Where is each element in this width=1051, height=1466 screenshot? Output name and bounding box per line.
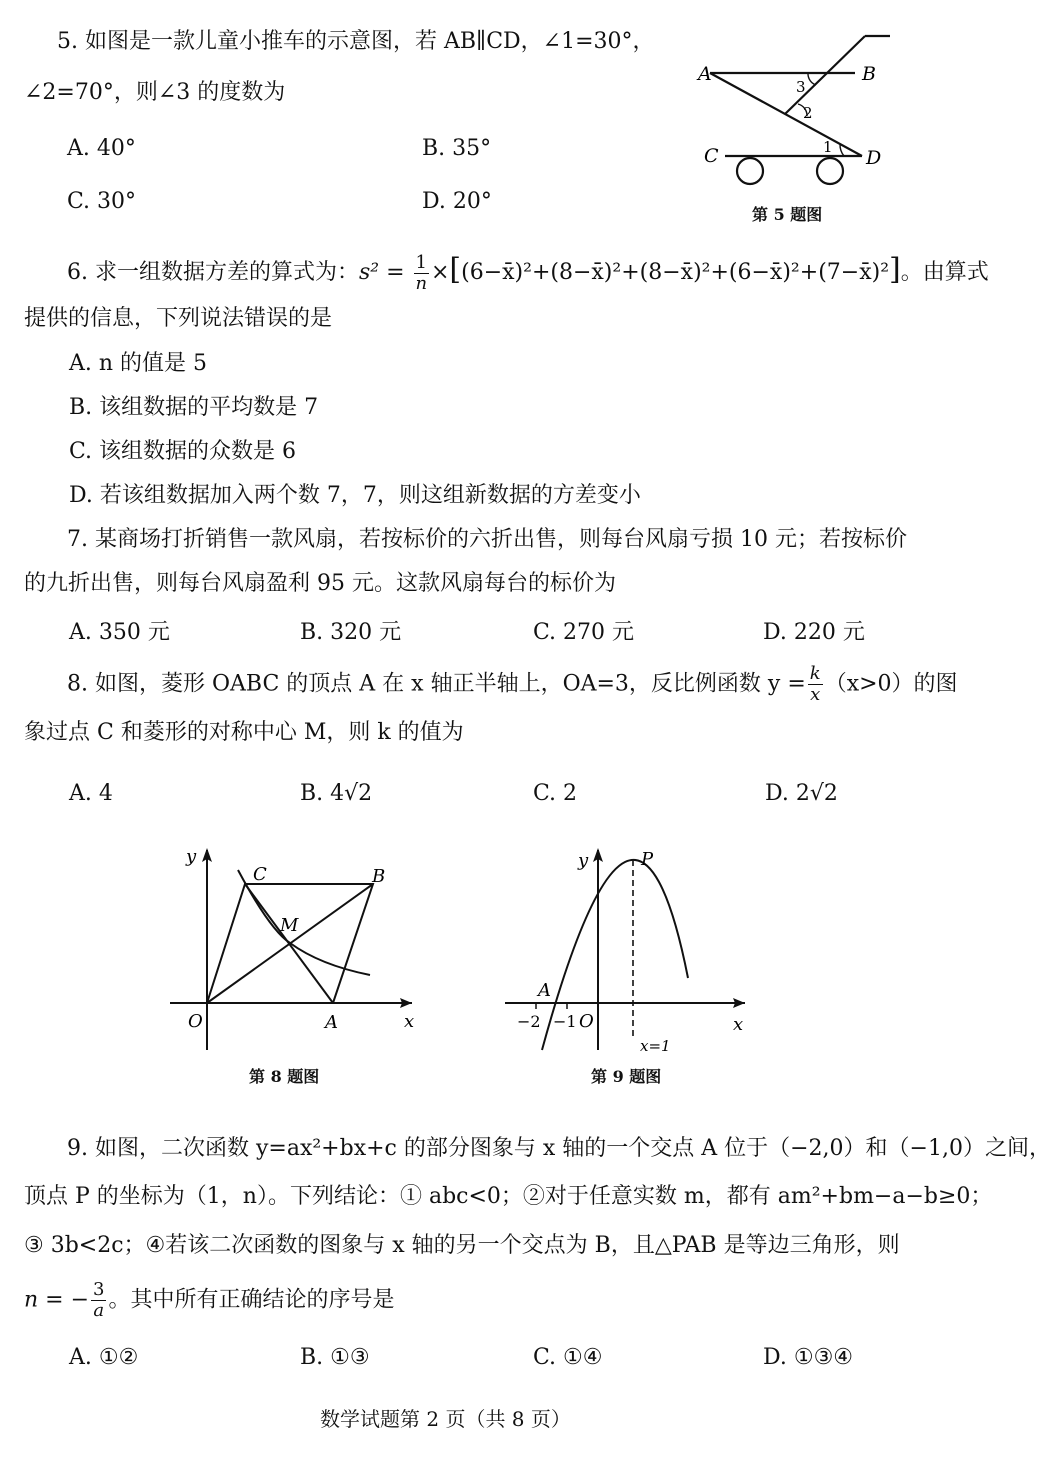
q8-label-a: A xyxy=(325,1012,338,1033)
q9-stem-line2: 顶点 P 的坐标为（1，n）。下列结论：① abc<0；②对于任意实数 m，都有 am²+bm−a−b≥0； xyxy=(24,1184,993,1209)
q6-prefix: 6. 求一组数据方差的算式为： xyxy=(67,260,359,285)
q9-option-a: A. ①② xyxy=(69,1345,139,1370)
q7-stem-line2: 的九折出售，则每台风扇盈利 95 元。这款风扇每台的标价为 xyxy=(24,571,616,596)
q6-fraction xyxy=(414,253,429,294)
q5-option-d: D. 20° xyxy=(422,189,492,214)
q9-option-d: D. ①③④ xyxy=(763,1345,854,1370)
q6-term-4: (6−x̄)² xyxy=(728,260,800,285)
q9-label-y: y xyxy=(578,850,589,871)
q5-label-angle2: 2 xyxy=(803,104,813,122)
q8-option-b: B. 4√2 xyxy=(300,781,373,806)
q5-option-c: C. 30° xyxy=(67,189,137,214)
q6-frac-den: n xyxy=(415,272,428,294)
q6-stem-line2: 提供的信息，下列说法错误的是 xyxy=(24,306,333,331)
q7-stem-line1: 7. 某商场打折销售一款风扇，若按标价的六折出售，则每台风扇亏损 10 元；若按标价 xyxy=(67,527,907,552)
q6-lhs: s² = xyxy=(358,260,412,285)
q9-stem-part1: n = − xyxy=(24,1287,90,1313)
q9-label-x: x xyxy=(733,1014,744,1035)
q6-term-5: (7−x̄)² xyxy=(818,260,890,285)
q8-stem-line1 xyxy=(67,664,958,705)
q6-option-c: C. 该组数据的众数是 6 xyxy=(69,439,297,464)
q8-fraction xyxy=(808,664,823,705)
q5-label-angle1: 1 xyxy=(823,138,833,156)
q6-frac-num: 1 xyxy=(415,251,427,273)
q9-stem-line3: ③ 3b<2c；④若该二次函数的图象与 x 轴的另一个交点为 B，且△PAB 是等边三角形，则 xyxy=(24,1233,900,1258)
q5-figure-caption: 第 5 题图 xyxy=(752,205,823,224)
q5-label-b: B xyxy=(862,63,876,85)
q8-figure-caption: 第 8 题图 xyxy=(249,1067,320,1086)
page-footer: 数学试题第 2 页（共 8 页） xyxy=(320,1407,571,1431)
q9-frac-den: a xyxy=(93,1300,105,1321)
q9-figure-parabola xyxy=(500,840,760,1060)
q9-stem-line4 xyxy=(24,1280,395,1321)
q6-term-1: (6−x̄)² xyxy=(461,260,532,285)
q8-label-o: O xyxy=(188,1011,203,1032)
q6-suffix: 。由算式 xyxy=(900,260,989,285)
q9-stem-line1: 9. 如图，二次函数 y=ax²+bx+c 的部分图象与 x 轴的一个交点 A 位于（−2,0）和（−1,0）之间， xyxy=(67,1136,1051,1161)
q9-label-p: P xyxy=(641,849,654,870)
q5-figure-stroller xyxy=(690,28,900,198)
q9-figure-caption: 第 9 题图 xyxy=(591,1067,662,1086)
q9-label-a: A xyxy=(538,980,551,1001)
q5-label-angle3: 3 xyxy=(796,78,806,96)
q9-label-minus2: −2 xyxy=(517,1012,541,1031)
q6-term-2: (8−x̄)² xyxy=(550,260,622,285)
q8-frac-num: k xyxy=(809,663,821,684)
q7-option-c: C. 270 元 xyxy=(533,620,635,645)
q5-stem-line2: ∠2=70°，则∠3 的度数为 xyxy=(24,80,286,105)
q8-stem-part2: （x>0）的图 xyxy=(824,671,958,697)
q9-frac-num: 3 xyxy=(93,1279,105,1300)
q9-stem-part2: 。其中所有正确结论的序号是 xyxy=(108,1287,395,1313)
q5-label-d: D xyxy=(866,147,882,169)
q8-frac-den: x xyxy=(810,684,821,705)
q6-term-3: (8−x̄)² xyxy=(639,260,711,285)
q7-option-a: A. 350 元 xyxy=(69,620,170,645)
q5-label-a: A xyxy=(698,63,712,85)
q8-option-d: D. 2√2 xyxy=(765,781,838,806)
q8-option-a: A. 4 xyxy=(69,781,113,806)
q9-label-minus1: −1 xyxy=(553,1012,577,1031)
q8-label-y: y xyxy=(186,846,197,867)
q9-label-o: O xyxy=(579,1011,594,1032)
q9-option-b: B. ①③ xyxy=(300,1345,370,1370)
q8-stem-part1: 8. 如图，菱形 OABC 的顶点 A 在 x 轴正半轴上，OA=3，反比例函数 y = xyxy=(67,671,806,697)
q5-stem-line1: 5. 如图是一款儿童小推车的示意图，若 AB∥CD，∠1=30°， xyxy=(57,29,655,54)
q6-stem-line1: 6. 求一组数据方差的算式为：s² = $\frac{1}{n}$ ×[(6−x̄)²+(8−x̄)²+(8−x̄)²+(6−x̄)²+(7−x̄)²]。由算式 xyxy=(67,251,989,294)
q6-option-d: D. 若该组数据加入两个数 7，7，则这组新数据的方差变小 xyxy=(69,483,641,508)
q8-label-b: B xyxy=(372,866,386,887)
q5-option-b: B. 35° xyxy=(422,136,492,161)
q7-option-b: B. 320 元 xyxy=(300,620,402,645)
q5-label-c: C xyxy=(704,145,719,167)
q8-option-c: C. 2 xyxy=(533,781,578,806)
q8-label-x: x xyxy=(404,1011,415,1032)
q9-fraction xyxy=(91,1280,106,1321)
q7-option-d: D. 220 元 xyxy=(763,620,865,645)
q5-option-a: A. 40° xyxy=(67,136,136,161)
q8-label-c: C xyxy=(253,864,267,885)
q6-option-a: A. n 的值是 5 xyxy=(69,351,208,376)
q8-stem-line2: 象过点 C 和菱形的对称中心 M，则 k 的值为 xyxy=(24,720,464,745)
q8-label-m: M xyxy=(280,915,299,936)
q9-option-c: C. ①④ xyxy=(533,1345,603,1370)
q9-label-x-eq-1: x=1 xyxy=(640,1037,671,1055)
q8-figure-rhombus xyxy=(160,840,430,1060)
q6-option-b: B. 该组数据的平均数是 7 xyxy=(69,395,319,420)
